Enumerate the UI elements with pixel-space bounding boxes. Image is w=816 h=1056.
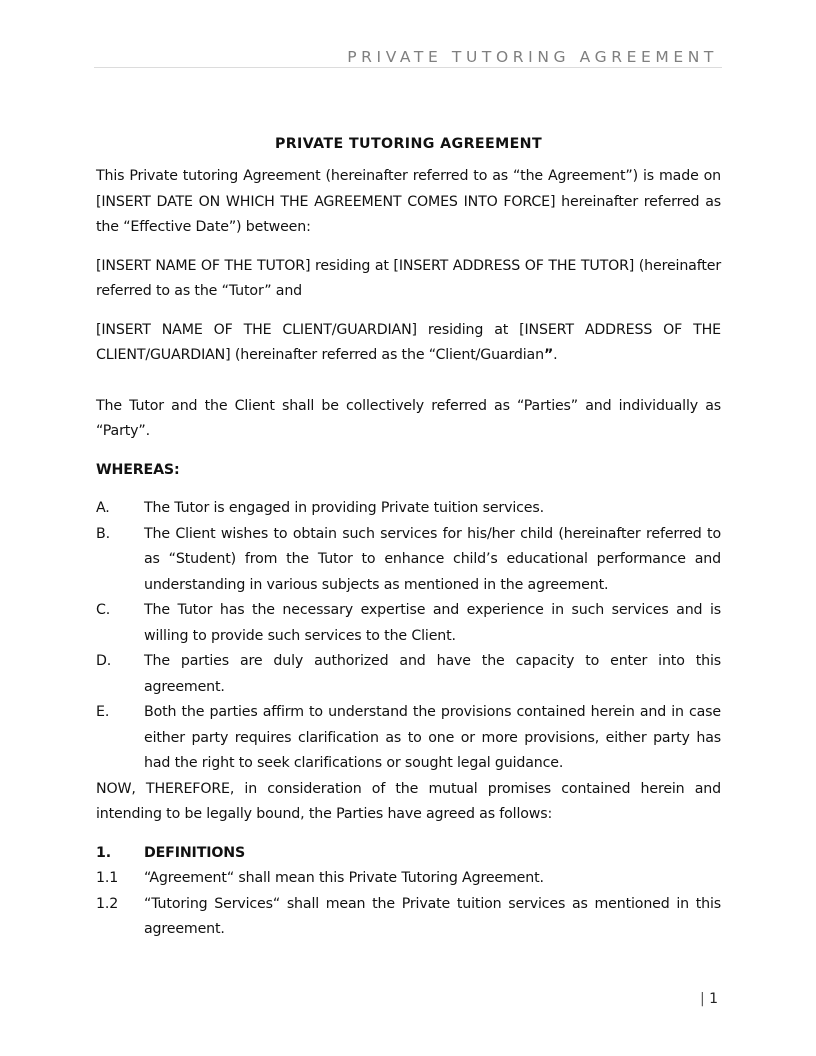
- section-title: DEFINITIONS: [144, 844, 246, 861]
- intro-paragraph: This Private tutoring Agreement (hereinafter referred to as “the Agreement”) is made on [INSERT DATE ON WHICH THE AGREEMENT COMES INTO FORCE] hereinafter referred as the “Effective Date”) between:: [96, 168, 721, 235]
- now-therefore-paragraph: NOW, THEREFORE, in consideration of the mutual promises contained herein and intending to be legally bound, the Parties have agreed as follows:: [96, 780, 721, 822]
- parties-collective-paragraph: The Tutor and the Client shall be collectively referred as “Parties” and individually as “Party”.: [96, 397, 721, 439]
- section-number: 1.: [96, 844, 111, 861]
- definition-text: “Agreement“ shall mean this Private Tutoring Agreement.: [144, 870, 544, 886]
- recital-text: The Tutor is engaged in providing Private tuition services.: [144, 500, 544, 516]
- definitions-list: [96, 866, 721, 943]
- client-party-closing-quote: ”: [543, 347, 554, 363]
- client-party-end: .: [553, 347, 558, 363]
- recital-text: The parties are duly authorized and have the capacity to enter into this agreement.: [144, 653, 721, 695]
- footer-separator: |: [700, 991, 705, 1007]
- recitals-list: [96, 496, 721, 777]
- recital-text: Both the parties affirm to understand the provisions contained herein and in case either party requires clarification as to one or more provisions, either party has had the right to seek clarifications or sought legal guidance.: [144, 704, 721, 771]
- recital-item: [96, 598, 721, 649]
- definition-number: 1.2: [96, 895, 119, 912]
- page-number-footer: [700, 991, 718, 1007]
- recital-item: [96, 496, 721, 522]
- definition-text: “Tutoring Services“ shall mean the Private tuition services as mentioned in this agreement.: [144, 895, 721, 937]
- definition-number: 1.1: [96, 870, 119, 886]
- definition-item: [96, 892, 721, 943]
- client-party-text: [INSERT NAME OF THE CLIENT/GUARDIAN] residing at [INSERT ADDRESS OF THE CLIENT/GUARDIAN] (hereinafter referred as the “Client/Guardian: [96, 321, 721, 363]
- recital-item: [96, 649, 721, 700]
- header-divider: [94, 67, 722, 68]
- recital-marker: E.: [96, 704, 110, 720]
- recital-marker: A.: [96, 500, 110, 516]
- definition-item: [96, 866, 721, 892]
- recital-text: The Client wishes to obtain such services for his/her child (hereinafter referred to as “Student) from the Tutor to enhance child’s educational performance and understanding in various subjects as mentioned in the agreement.: [144, 525, 721, 593]
- recital-marker: B.: [96, 525, 110, 542]
- recital-item: [96, 700, 721, 777]
- recital-text: The Tutor has the necessary expertise and experience in such services and is willing to provide such services to the Client.: [144, 602, 721, 644]
- recital-marker: D.: [96, 653, 112, 669]
- page-header-title: PRIVATE TUTORING AGREEMENT: [347, 48, 718, 66]
- client-party-paragraph: [96, 318, 721, 369]
- tutor-party-paragraph: [INSERT NAME OF THE TUTOR] residing at [INSERT ADDRESS OF THE TUTOR] (hereinafter referred to as the “Tutor” and: [96, 257, 721, 299]
- document-body: [96, 134, 721, 943]
- recital-item: [96, 522, 721, 599]
- page-number: 1: [709, 991, 719, 1007]
- document-title: PRIVATE TUTORING AGREEMENT: [274, 136, 543, 152]
- whereas-heading: WHEREAS:: [96, 461, 180, 478]
- section-heading-definitions: [96, 841, 721, 867]
- recital-marker: C.: [96, 602, 111, 618]
